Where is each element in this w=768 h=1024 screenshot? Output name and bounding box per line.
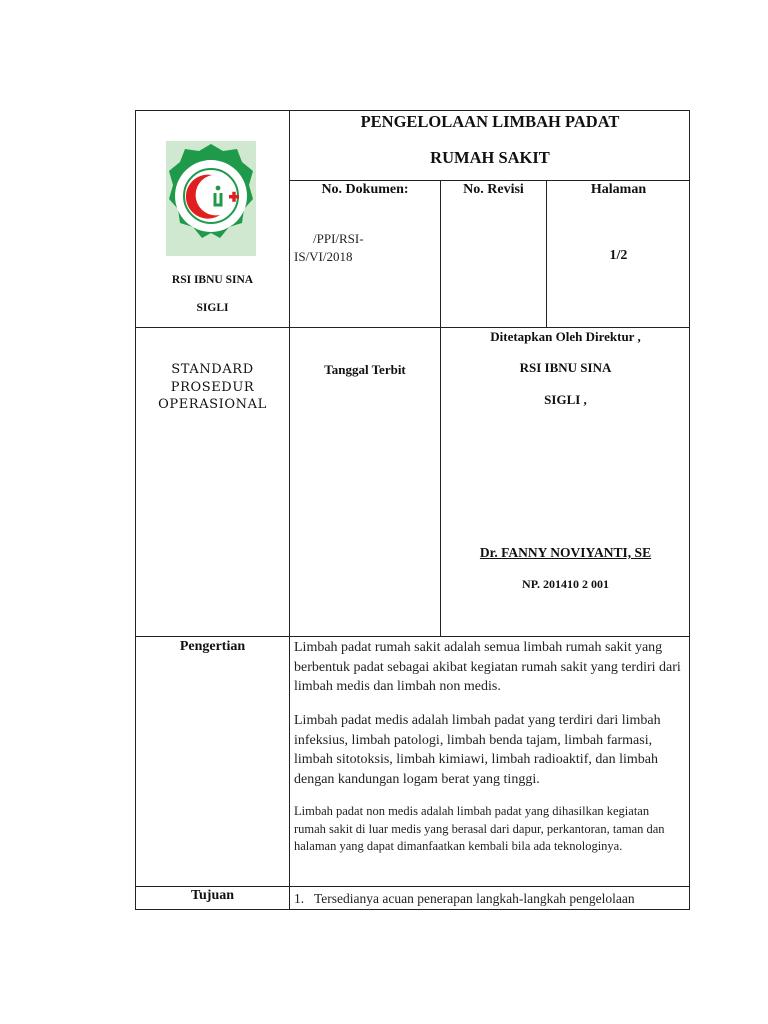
tanggal-terbit-label: Tanggal Terbit — [324, 362, 406, 377]
ditetapkan-label: Ditetapkan Oleh Direktur , — [490, 329, 641, 344]
title-divider — [289, 180, 690, 181]
tujuan-item-1: 1. Tersedianya acuan penerapan langkah-langkah pengelolaan — [294, 891, 635, 906]
sop-label-line3: OPERASIONAL — [158, 397, 267, 412]
hospital-name-line2: SIGLI — [196, 302, 229, 314]
hospital-logo — [166, 141, 256, 256]
pengertian-label: Pengertian — [179, 639, 246, 654]
sop-label-line1: STANDARD — [171, 362, 254, 377]
document-title-line2: RUMAH SAKIT — [430, 148, 550, 167]
no-revisi-label: No. Revisi — [463, 182, 524, 197]
no-dokumen-value-line1: /PPI/RSI- — [313, 231, 364, 246]
no-dokumen-label: No. Dokumen: — [321, 182, 409, 197]
table-border-bottom — [135, 909, 690, 910]
table-border-right — [689, 110, 690, 910]
row-divider-1 — [135, 327, 690, 328]
row-divider-3 — [135, 886, 690, 887]
docinfo-divider-1 — [440, 180, 441, 328]
tujuan-label: Tujuan — [190, 888, 235, 903]
table-border-left — [135, 110, 136, 910]
halaman-label: Halaman — [590, 182, 647, 197]
ditetapkan-city: SIGLI , — [544, 392, 587, 407]
pengertian-paragraph-3: Limbah padat non medis adalah limbah padat yang dihasilkan kegiatan rumah sakit di luar medis yang berasal dari dapur, perkantoran, taman dan halaman yang dapat dimanfaatkan kembali bila ada teknologinya. — [294, 804, 665, 853]
pengertian-paragraph-2: Limbah padat medis adalah limbah padat yang terdiri dari limbah infeksius, limbah patologi, limbah benda tajam, limbah farmasi, limbah sitotoksis, limbah kimiawi, limbah radioaktif, dan limbah dengan kandungan logam berat yang tinggi. — [294, 713, 661, 787]
row-divider-2 — [135, 636, 690, 637]
director-name: Dr. FANNY NOVIYANTI, SE — [479, 545, 652, 560]
halaman-value: 1/2 — [609, 248, 628, 263]
no-dokumen-value-line2: IS/VI/2018 — [294, 249, 353, 264]
document-title-line1: PENGELOLAAN LIMBAH PADAT — [360, 112, 620, 131]
sop-label-line2: PROSEDUR — [170, 380, 255, 395]
pengertian-paragraph-1: Limbah padat rumah sakit adalah semua limbah rumah sakit yang berbentuk padat sebagai akibat kegiatan rumah sakit yang terdiri dari limbah medis dan limbah non medis. — [294, 640, 681, 694]
ditetapkan-rs-name: RSI IBNU SINA — [519, 360, 612, 375]
hospital-logo-icon — [166, 141, 256, 256]
table-border-top — [135, 110, 690, 111]
table-col-divider — [289, 110, 290, 910]
director-np: NP. 201410 2 001 — [522, 577, 609, 591]
hospital-name-line1: RSI IBNU SINA — [171, 274, 254, 286]
